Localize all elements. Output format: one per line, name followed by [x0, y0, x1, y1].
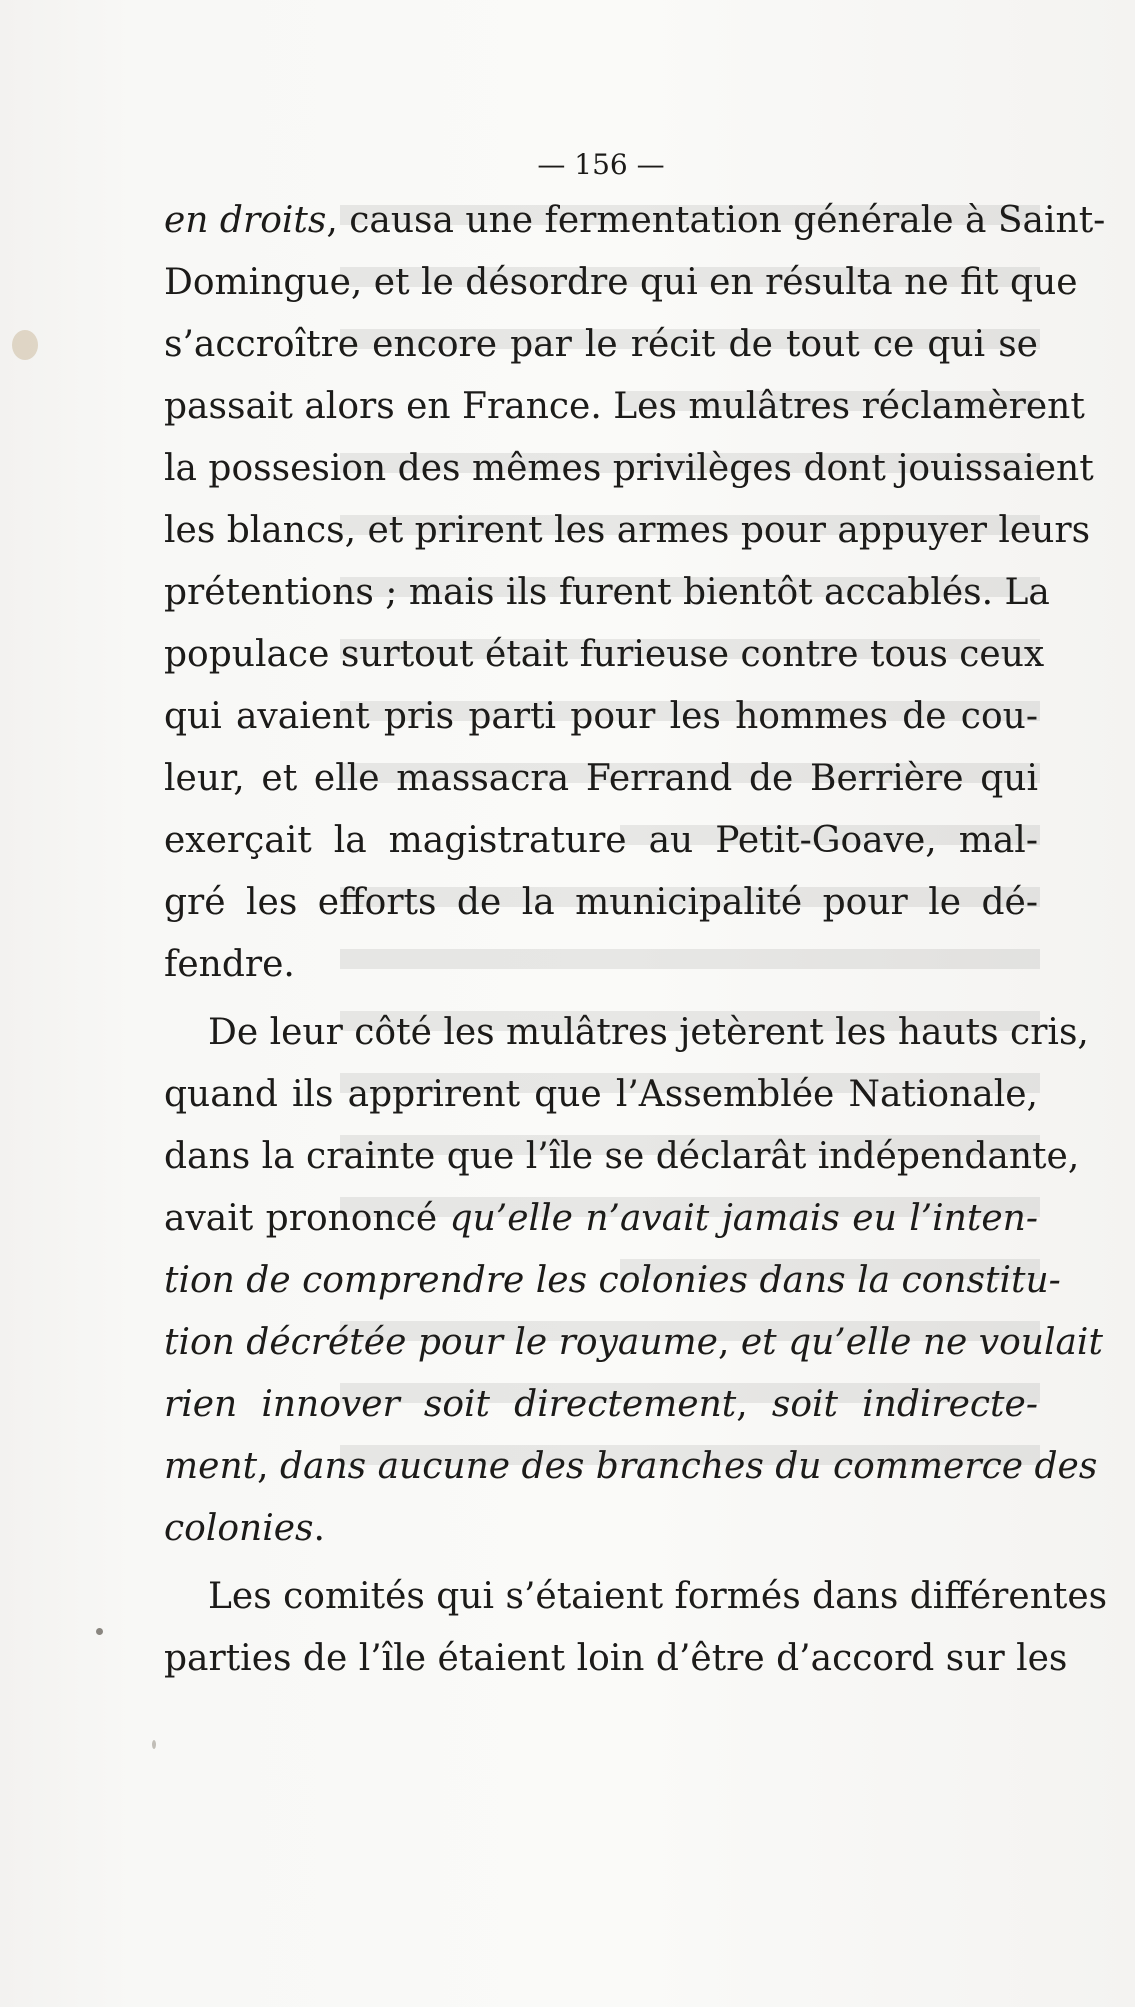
roman-text: , causa une fermentation générale à Saint-: [326, 200, 1106, 241]
text-line: [164, 1566, 1108, 1628]
text-line: [164, 1312, 1103, 1374]
text-line: [164, 252, 1078, 314]
roman-text: avait prononcé: [164, 1198, 450, 1239]
roman-text: leur, et elle massacra Ferrand de Berrière qui: [164, 758, 1038, 799]
paragraph: [164, 190, 1106, 996]
text-line: [164, 376, 1085, 438]
roman-text: ,: [736, 1384, 772, 1425]
paragraph: [164, 1002, 1103, 1560]
roman-text: fendre.: [164, 944, 295, 985]
text-line: [164, 562, 1050, 624]
roman-text: ,: [717, 1322, 741, 1363]
roman-text: quand ils apprirent que l’Assemblée Nationale,: [164, 1074, 1038, 1115]
text-line: [164, 1188, 1038, 1250]
roman-text: parties de l’île étaient loin d’être d’accord sur les: [164, 1638, 1068, 1679]
roman-text: la possesion des mêmes privilèges dont jouissaient: [164, 448, 1094, 489]
paper-stain: [96, 1628, 103, 1635]
italic-text: colonies: [164, 1508, 314, 1549]
text-line: [164, 872, 1038, 934]
page-number: — 156 —: [537, 148, 665, 181]
roman-text: dans la crainte que l’île se déclarât indépendante,: [164, 1136, 1080, 1177]
text-line: [164, 624, 1045, 686]
text-line: [164, 810, 1038, 872]
roman-text: De leur côté les mulâtres jetèrent les hauts cris,: [208, 1012, 1089, 1053]
italic-text: rien innover soit directement: [164, 1384, 737, 1425]
text-line: [164, 1126, 1080, 1188]
text-line: [164, 934, 1038, 996]
roman-text: gré les efforts de la municipalité pour le dé-: [164, 882, 1038, 923]
italic-text: tion décrétée pour le royaume: [164, 1322, 718, 1363]
italic-text: soit indirecte-: [771, 1384, 1038, 1425]
roman-text: ,: [257, 1446, 280, 1487]
page-text: [164, 140, 1108, 1690]
roman-text: Domingue, et le désordre qui en résulta ne fit que: [164, 262, 1078, 303]
roman-text: passait alors en France. Les mulâtres réclamèrent: [164, 386, 1085, 427]
text-line: [164, 1064, 1038, 1126]
text-line: [164, 1628, 1068, 1690]
text-line: [164, 1374, 1038, 1436]
italic-text: et qu’elle ne voulait: [740, 1322, 1103, 1363]
text-line: [164, 314, 1038, 376]
text-line: [164, 686, 1038, 748]
italic-text: en droits: [164, 200, 327, 241]
paper-stain: [152, 1740, 156, 1749]
body-text: [164, 190, 1108, 1690]
paper-stain: [12, 330, 38, 360]
text-line: [164, 500, 1091, 562]
text-line: [164, 1436, 1098, 1498]
roman-text: Les comités qui s’étaient formés dans différentes: [208, 1576, 1108, 1617]
roman-text: prétentions ; mais ils furent bientôt accablés. La: [164, 572, 1050, 613]
italic-text: tion de comprendre les colonies dans la constitu-: [164, 1260, 1061, 1301]
text-line: [164, 748, 1038, 810]
italic-text: dans aucune des branches du commerce des: [279, 1446, 1098, 1487]
roman-text: exerçait la magistrature au Petit-Goave, mal-: [164, 820, 1038, 861]
roman-text: qui avaient pris parti pour les hommes de cou-: [164, 696, 1038, 737]
text-line: [164, 1250, 1061, 1312]
text-line: [164, 1002, 1089, 1064]
paragraph: [164, 1566, 1108, 1690]
italic-text: ment: [164, 1446, 258, 1487]
roman-text: populace surtout était furieuse contre tous ceux: [164, 634, 1045, 675]
text-line: [164, 190, 1106, 252]
roman-text: s’accroître encore par le récit de tout ce qui se: [164, 324, 1038, 365]
text-line: [164, 438, 1094, 500]
text-line: [164, 1498, 1038, 1560]
roman-text: les blancs, et prirent les armes pour appuyer leurs: [164, 510, 1091, 551]
roman-text: .: [313, 1508, 325, 1549]
italic-text: qu’elle n’avait jamais eu l’inten-: [449, 1198, 1039, 1239]
